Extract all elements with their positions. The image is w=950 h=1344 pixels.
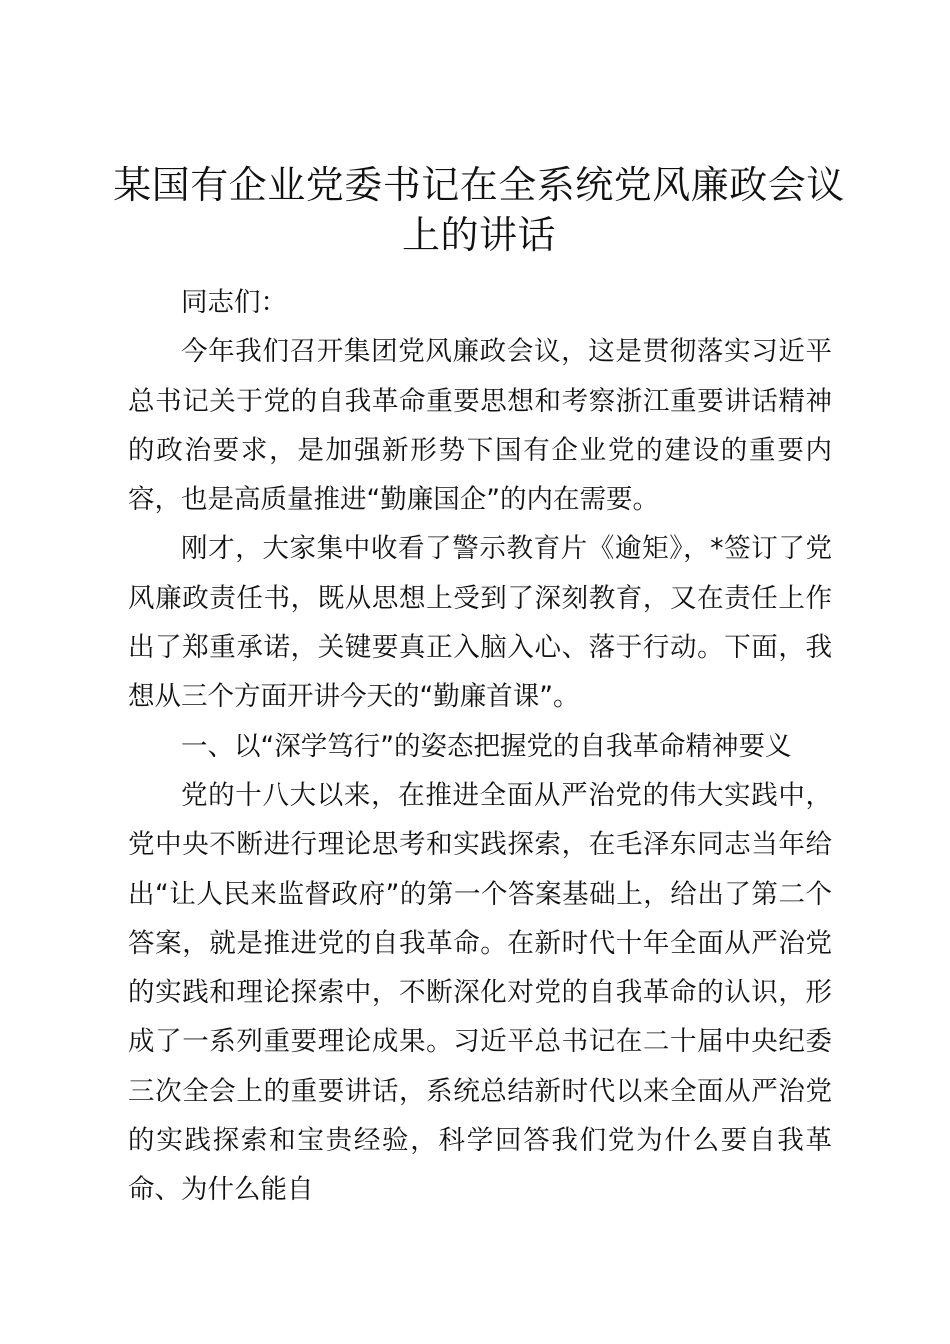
- paragraph: 今年我们召开集团党风廉政会议，这是贯彻落实习近平总书记关于党的自我革命重要思想和考察浙江重要讲话精神的政治要求，是加强新形势下国有企业党的建设的重要内容，也是高质量推进“勤廉国企”的内在需要。: [128, 336, 832, 516]
- section-heading: 一、以“深学笃行”的姿态把握党的自我革命精神要义: [181, 730, 792, 762]
- document-title: 某国有企业党委书记在全系统党风廉政会议上的讲话: [113, 163, 845, 257]
- paragraph: 党的十八大以来，在推进全面从严治党的伟大实践中，党中央不断进行理论思考和实践探索，在毛泽东同志当年给出“让人民来监督政府”的第一个答案基础上，给出了第二个答案，就是推进党的自我革命。在新时代十年全面从严治党的实践和理论探索中，不断深化对党的自我革命的认识，形成了一系列重要理论成果。习近平总书记在二十届中央纪委三次全会上的重要讲话，系统总结新时代以来全面从严治党的实践探索和宝贵经验，科学回答我们党为什么要自我革命、为什么能自: [128, 779, 832, 1206]
- paragraph: 刚才，大家集中收看了警示教育片《逾矩》，*签订了党风廉政责任书，既从思想上受到了深刻教育，又在责任上作出了郑重承诺，关键要真正入脑入心、落于行动。下面，我想从三个方面开讲今天的“勤廉首课”。: [128, 533, 832, 713]
- document-body: [128, 278, 832, 1215]
- salutation: 同志们：: [181, 287, 287, 318]
